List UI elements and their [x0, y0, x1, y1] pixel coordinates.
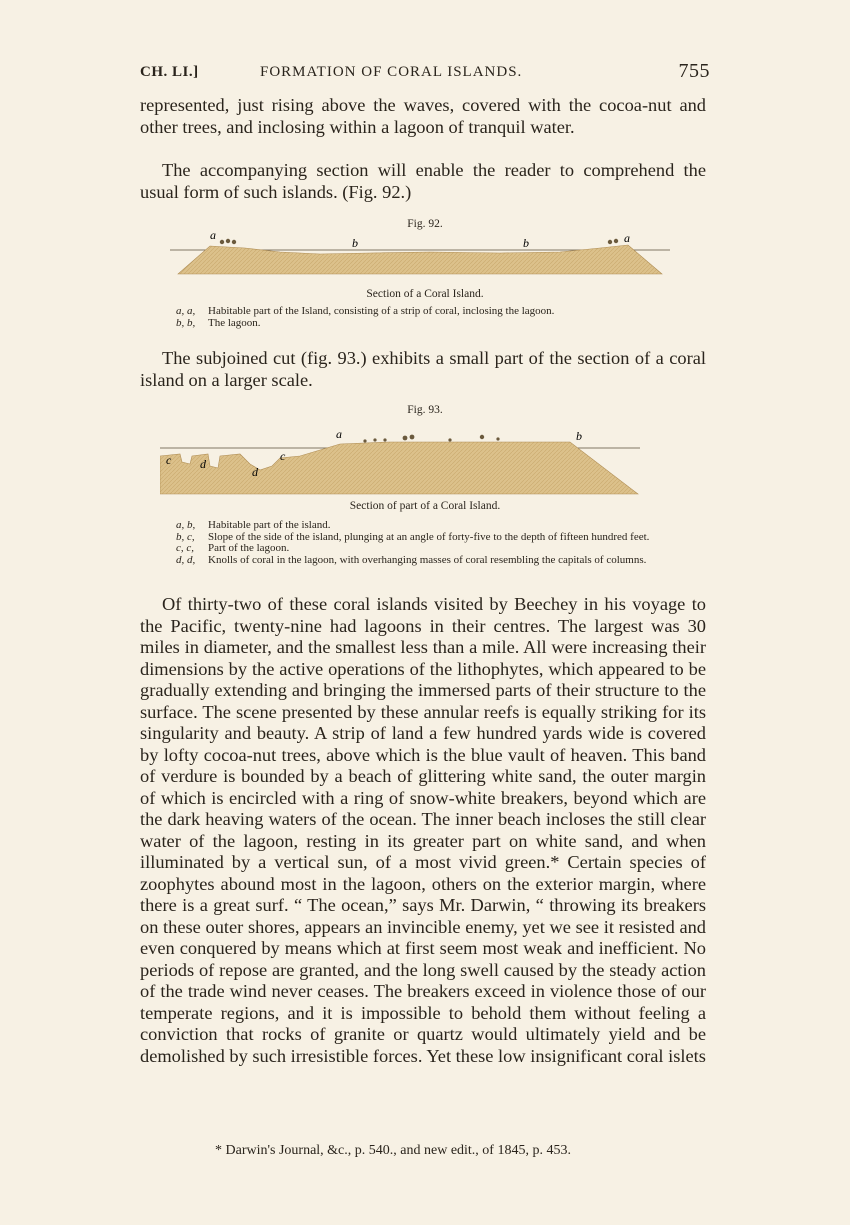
coral-island-section	[178, 245, 662, 274]
fig93-legend-row	[176, 543, 676, 555]
legend-text: Part of the lagoon.	[208, 542, 290, 554]
fig92-label: Fig. 92.	[407, 218, 443, 230]
page-number: 755	[678, 60, 710, 82]
legend-key: a, a,	[176, 305, 196, 317]
fig92-letter-b-left: b	[352, 236, 358, 250]
fig93-legend-row	[176, 520, 676, 532]
fig93-letter-b: b	[576, 429, 582, 443]
fig93-letter-c-inner: c	[280, 449, 286, 463]
chapter-label: CH. LI.]	[140, 64, 199, 80]
fig93-legend	[176, 520, 676, 566]
legend-key: a, b,	[176, 519, 196, 531]
fig93-caption: Section of part of a Coral Island.	[349, 500, 501, 512]
legend-text: The lagoon.	[208, 316, 261, 329]
fig92-letter-a-right: a	[624, 231, 630, 245]
paragraph-subjoined-cut: The subjoined cut (fig. 93.) exhibits a small part of the section of a coral island on a larger scale.	[140, 348, 706, 390]
fig93-legend-row	[176, 555, 676, 567]
running-header	[140, 60, 710, 86]
legend-key: c, c,	[176, 542, 195, 554]
legend-text: Habitable part of the Island, consisting of a strip of coral, inclosing the lagoon.	[208, 305, 555, 317]
fig93-label: Fig. 93.	[407, 404, 443, 416]
fig93-illustration	[160, 420, 640, 498]
palm-trees-right	[608, 239, 618, 244]
legend-key: b, b,	[176, 316, 196, 329]
fig93-letter-d-2: d	[252, 465, 258, 479]
fig92-legend	[176, 306, 676, 329]
fig93-letter-c-outer: c	[166, 453, 172, 467]
fig92-legend-row	[176, 306, 676, 318]
fig92-caption: Section of a Coral Island.	[366, 288, 484, 300]
coral-section-body	[160, 442, 638, 494]
fig92-illustration	[170, 228, 670, 284]
fig93-letter-a: a	[336, 427, 342, 441]
legend-text: Knolls of coral in the lagoon, with overhanging masses of coral resembling the capitals of columns.	[208, 553, 647, 566]
running-title: FORMATION OF CORAL ISLANDS.	[260, 64, 523, 80]
legend-text: Slope of the side of the island, plunging at an angle of forty-five to the depth of fifteen hundred feet.	[208, 530, 650, 543]
paragraph-accompanying-section: The accompanying section will enable the reader to comprehend the usual form of such islands. (Fig. 92.)	[140, 160, 706, 202]
legend-key: d, d,	[176, 553, 196, 566]
trees-on-reef	[363, 435, 499, 443]
palm-trees-left	[220, 239, 236, 244]
fig92-letter-a-left: a	[210, 228, 216, 242]
legend-key: b, c,	[176, 530, 195, 543]
fig92-letter-b-right: b	[523, 236, 529, 250]
paragraph-beechey: Of thirty-two of these coral islands visited by Beechey in his voyage to the Pacific, twenty-nine had lagoons in their centres. The largest was 30 miles in diameter, and the smallest less than a mile. All were increasing their dimensions by the active operations of the lithophytes, which appeared to be gradually extending and bringing the immersed parts of their structure to the surface. The scene presented by these annular reefs is equally striking for its singularity and beauty. A strip of land a few hundred yards wide is covered by lofty cocoa-nut trees, above which is the blue vault of heaven. This band of verdure is bounded by a beach of glittering white sand, the outer margin of which is encircled with a ring of snow-white breakers, beyond which are the dark heaving waters of the ocean. The inner beach incloses the still clear water of the lagoon, resting in its greater part on white sand, and when illuminated by a vertical sun, of a most vivid green.* Certain species of zoophytes abound most in the lagoon, others on the exterior margin, where there is a great surf. “ The ocean,” says Mr. Darwin, “ throwing its breakers on these outer shores, appears an invincible enemy, yet we see it resisted and even conquered by means which at first seem most weak and inefficient. No periods of repose are granted, and the long swell caused by the steady action of the trade wind never ceases. The breakers exceed in violence those of our temperate regions, and it is impossible to behold them without feeling a conviction that rocks of granite or quartz would ultimately yield and be demolished by such irresistible forces. Yet these low insignificant coral islets	[140, 594, 706, 1066]
paragraph-continuation: represented, just rising above the waves, covered with the cocoa-nut and other trees, and inclosing within a lagoon of tranquil water.	[140, 95, 706, 137]
fig93-letter-d-1: d	[200, 457, 206, 471]
footnote: * Darwin's Journal, &c., p. 540., and new edit., of 1845, p. 453.	[215, 1143, 571, 1158]
legend-text: Habitable part of the island.	[208, 519, 331, 531]
fig92-legend-row	[176, 318, 676, 330]
